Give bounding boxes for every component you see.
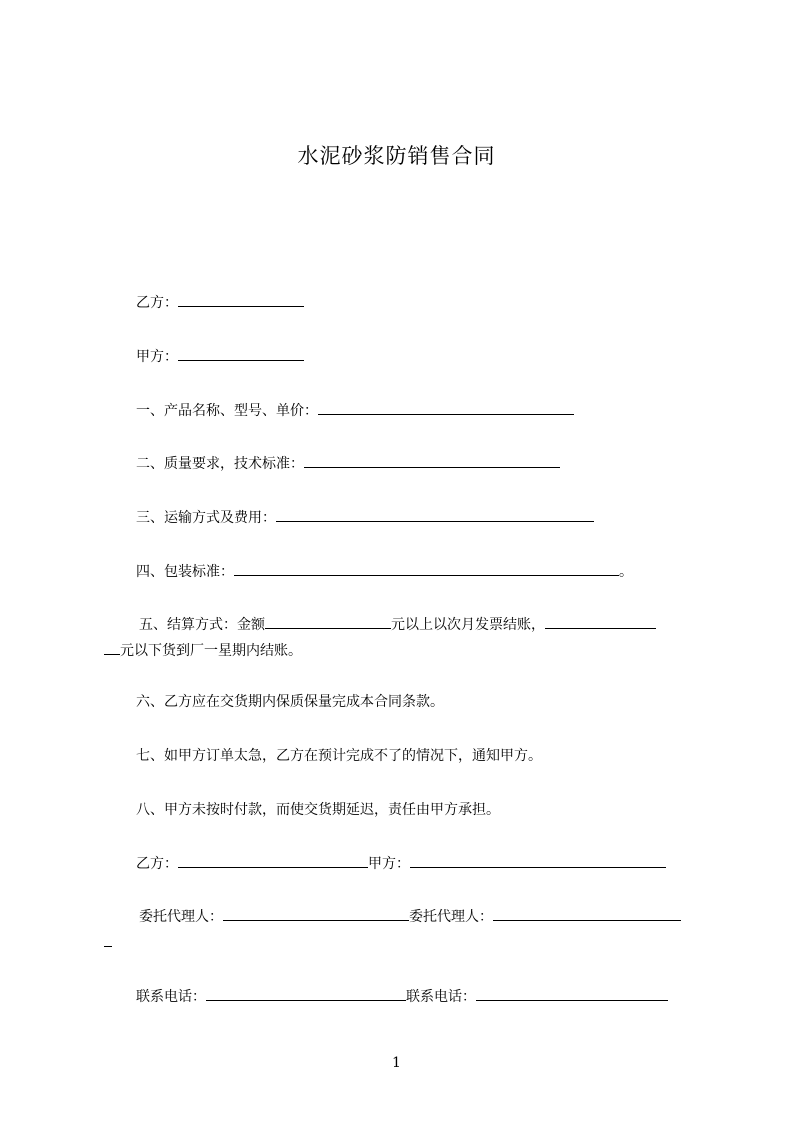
clause-4-text: 四、包装标准： [136,564,234,580]
sign-party-b-blank [178,853,368,868]
signature-parties-line [136,853,666,874]
clause-5-cont-blank [104,640,120,655]
party-a-blank [178,346,304,361]
clause-2-line [136,453,560,474]
phone-line [136,986,668,1007]
party-b-line [136,292,304,313]
agent-b-blank [223,906,409,921]
agent-b-label: 委托代理人： [139,909,223,925]
agent-line [139,906,681,927]
agent-continuation [104,932,112,953]
sign-party-a-label: 甲方： [368,856,410,872]
clause-3-line [136,507,594,528]
clause-8-line: 八、甲方未按时付款，而使交货期延迟，责任由甲方承担。 [136,802,500,818]
clause-5-amount2-blank [545,614,656,629]
phone-b-label: 联系电话： [136,989,206,1005]
page-number: 1 [392,1055,401,1071]
party-b-label: 乙方： [136,295,178,311]
clause-2-text: 二、质量要求，技术标准： [136,456,304,472]
phone-b-blank [206,986,406,1001]
clause-7-line: 七、如甲方订单太急，乙方在预计完成不了的情况下，通知甲方。 [136,748,542,764]
clause-5-amount-blank [265,614,391,629]
sign-party-b-label: 乙方： [136,856,178,872]
clause-1-line [136,400,574,421]
phone-a-blank [476,986,668,1001]
clause-5-line [139,614,656,635]
clause-1-text: 一、产品名称、型号、单价： [136,403,318,419]
clause-1-blank [318,400,574,415]
clause-4-end: 。 [619,564,633,580]
clause-5-start: 五、结算方式：金额 [139,617,265,633]
clause-5-continuation [104,640,302,661]
clause-4-blank [234,561,619,576]
clause-5-mid: 元以上以次月发票结账， [391,617,545,633]
agent-a-blank [493,906,681,921]
phone-a-label: 联系电话： [406,989,476,1005]
clause-6-line: 六、乙方应在交货期内保质保量完成本合同条款。 [136,694,444,710]
clause-2-blank [304,453,560,468]
party-b-blank [178,292,304,307]
agent-a-label: 委托代理人： [409,909,493,925]
clause-3-text: 三、运输方式及费用： [136,510,276,526]
document-title: 水泥砂浆防销售合同 [297,144,496,168]
party-a-label: 甲方： [136,349,178,365]
clause-5-cont-text: 元以下货到厂一星期内结账。 [120,643,302,659]
sign-party-a-blank [410,853,666,868]
party-a-line [136,346,304,367]
clause-4-line [136,561,633,582]
clause-3-blank [276,507,594,522]
agent-cont-blank [104,932,112,947]
